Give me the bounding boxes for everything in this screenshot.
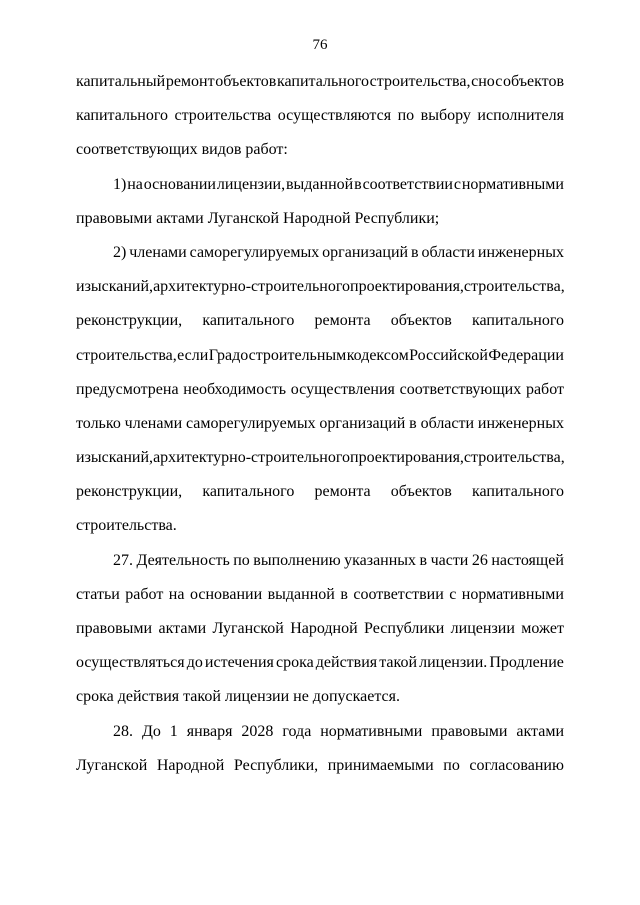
text-line: соответствующих видов работ: — [76, 141, 288, 159]
text-line: капитальный ремонт объектов капитального строительства, снос объектов — [76, 73, 564, 90]
text-line: 2) членами саморегулируемых организаций в области инженерных — [113, 243, 564, 261]
paragraph-28 — [76, 723, 564, 791]
paragraph-item-1 — [76, 176, 564, 244]
text-line: предусмотрена необходимость осуществления соответствующих работ — [76, 380, 564, 398]
page-number: 76 — [312, 37, 328, 53]
text-line: строительства, если Градостроительным кодексом Российской Федерации — [76, 346, 564, 364]
paragraph-27 — [76, 552, 564, 723]
text-line: реконструкции, капитального ремонта объектов капитального — [76, 312, 564, 330]
text-line: 1) на основании лицензии, выданной в соответствии с нормативными — [113, 175, 564, 193]
text-line: Луганской Народной Республики, принимаемыми по согласованию — [76, 756, 564, 774]
text-line: 28. До 1 января 2028 года нормативными правовыми актами — [113, 722, 564, 740]
paragraph-item-2 — [76, 244, 564, 552]
text-line: осуществляться до истечения срока действия такой лицензии. Продление — [76, 654, 564, 672]
text-line: правовыми актами Луганской Народной Республики лицензии может — [76, 620, 564, 637]
text-line: только членами саморегулируемых организаций в области инженерных — [76, 414, 564, 432]
text-line: изысканий, архитектурно-строительного проектирования, строительства, — [76, 449, 565, 467]
text-line: 27. Деятельность по выполнению указанных в части 26 настоящей — [113, 551, 564, 569]
text-line: правовыми актами Луганской Народной Республики; — [76, 209, 440, 227]
text-line: изысканий, архитектурно-строительного проектирования, строительства, — [76, 278, 565, 296]
document-body — [76, 73, 564, 791]
text-line: капитального строительства осуществляются по выбору исполнителя — [76, 107, 564, 125]
text-line: строительства. — [76, 517, 177, 535]
paragraph-continuation — [76, 73, 564, 176]
text-line: статьи работ на основании выданной в соответствии с нормативными — [76, 585, 564, 603]
text-line: реконструкции, капитального ремонта объектов капитального — [76, 483, 564, 501]
text-line: срока действия такой лицензии не допускается. — [76, 688, 400, 706]
